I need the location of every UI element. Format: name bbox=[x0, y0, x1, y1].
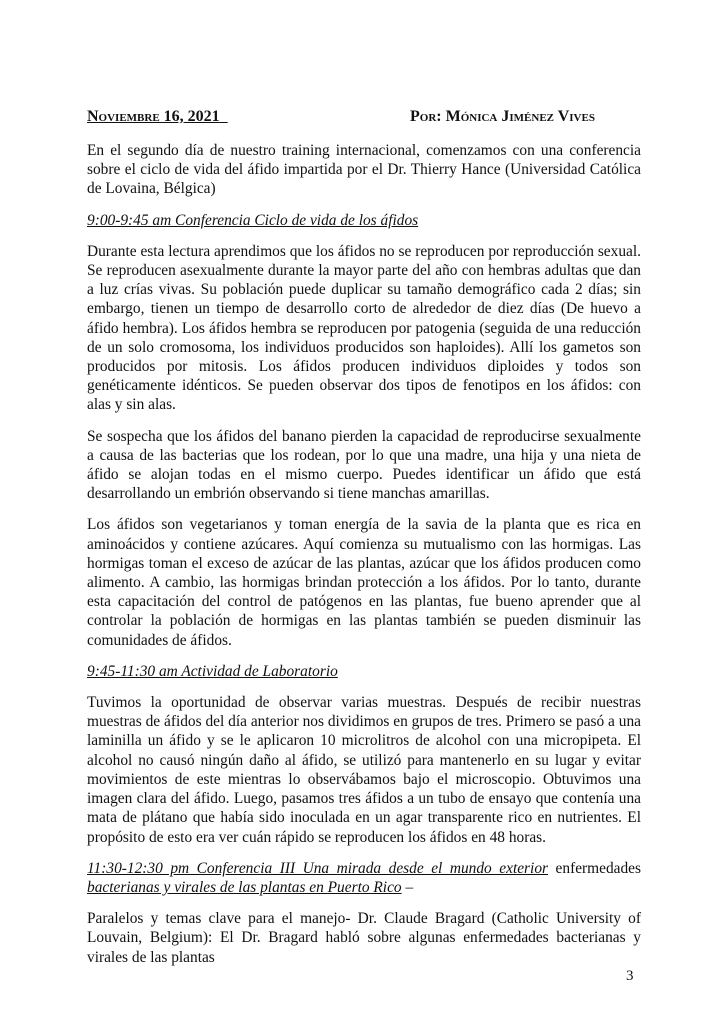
heading-part: 11:30-12:30 pm Conferencia III Una mirada desde el mundo exterior bbox=[87, 859, 549, 877]
date-heading bbox=[87, 107, 228, 127]
heading-part: enfermedades bbox=[548, 859, 641, 877]
paragraph: Tuvimos la oportunidad de observar varias muestras. Después de recibir nuestras muestras de áfidos del día anterior nos dividimos en grupos de tres. Primero se pasó a una laminilla un áfido y se le aplicaron 10 microlitros de alcohol con una micropipeta. El alcohol no causó ningún daño al áfido, se utilizó para mantenerlo en su lugar y evitar movimientos de este mientras lo observábamos bajo el microscopio. Obtuvimos una imagen clara del áfido. Luego, pasamos tres áfidos a un tubo de ensayo que contenía una mata de plátano que había sido inoculada en un agar transparente rico en nutrientes. El propósito de esto era ver cuán rápido se reproducen los áfidos en 48 horas. bbox=[87, 694, 641, 846]
intro-paragraph: En el segundo día de nuestro training internacional, comenzamos con una conferencia sobre el ciclo de vida del áfido impartida por el Dr. Thierry Hance (Universidad Católica de Lovaina, Bélgica) bbox=[87, 142, 641, 198]
paragraph: Los áfidos son vegetarianos y toman energía de la savia de la planta que es rica en aminoácidos y contiene azúcares. Aquí comienza su mutualismo con las hormigas. Las hormigas toman el exceso de azúcar de las plantas, azúcar que los áfidos producen como alimento. A cambio, las hormigas brindan protección a los áfidos. Por lo tanto, durante esta capacitación del control de patógenos en las plantas, fue bueno aprender que al controlar la población de hormigas en las plantas también se pueden disminuir las comunidades de áfidos. bbox=[87, 516, 641, 649]
heading-part: – bbox=[401, 878, 414, 896]
paragraph: Se sospecha que los áfidos del banano pierden la capacidad de reproducirse sexualmente a causa de las bacterias que los rodean, por lo que una madre, una hija y una nieta de áfido se alojan todas en el mismo cuerpo. Puedes identificar un áfido que está desarrollando un embrión observando si tiene manchas amarillas. bbox=[87, 427, 641, 503]
page-number: 3 bbox=[626, 968, 634, 984]
heading-part: bacterianas y virales de las plantas en Puerto Rico bbox=[87, 878, 402, 896]
section-heading: 9:00-9:45 am Conferencia Ciclo de vida de los áfidos bbox=[87, 211, 419, 229]
section-heading: 9:45-11:30 am Actividad de Laboratorio bbox=[87, 662, 338, 680]
date-text: Noviembre 16, 2021 bbox=[87, 108, 220, 125]
document-body bbox=[87, 141, 641, 979]
paragraph: Durante esta lectura aprendimos que los áfidos no se reproducen por reproducción sexual. Se reproducen asexualmente durante la mayor parte del año con hembras adultas que dan a luz crías vivas. Su población puede duplicar su tamaño demográfico cada 2 días; sin embargo, tienen un tiempo de desarrollo corto de alrededor de diez días (De huevo a áfido hembra). Los áfidos hembra se reproducen por patogenia (seguida de una reducción de un solo cromosoma, los individuos producidos son haploides). Allí los gametos son producidos por mitosis. Los áfidos producen individuos diploides y todos son genéticamente idénticos. Se pueden observar dos tipos de fenotipos en los áfidos: con alas y sin alas. bbox=[87, 242, 641, 414]
author-heading: Por: Mónica Jiménez Vives bbox=[410, 108, 595, 125]
paragraph: Paralelos y temas clave para el manejo- Dr. Claude Bragard (Catholic University of Louvain, Belgium): El Dr. Bragard habló sobre algunas enfermedades bacterianas y virales de las plantas bbox=[87, 910, 641, 966]
section-heading bbox=[87, 859, 641, 897]
